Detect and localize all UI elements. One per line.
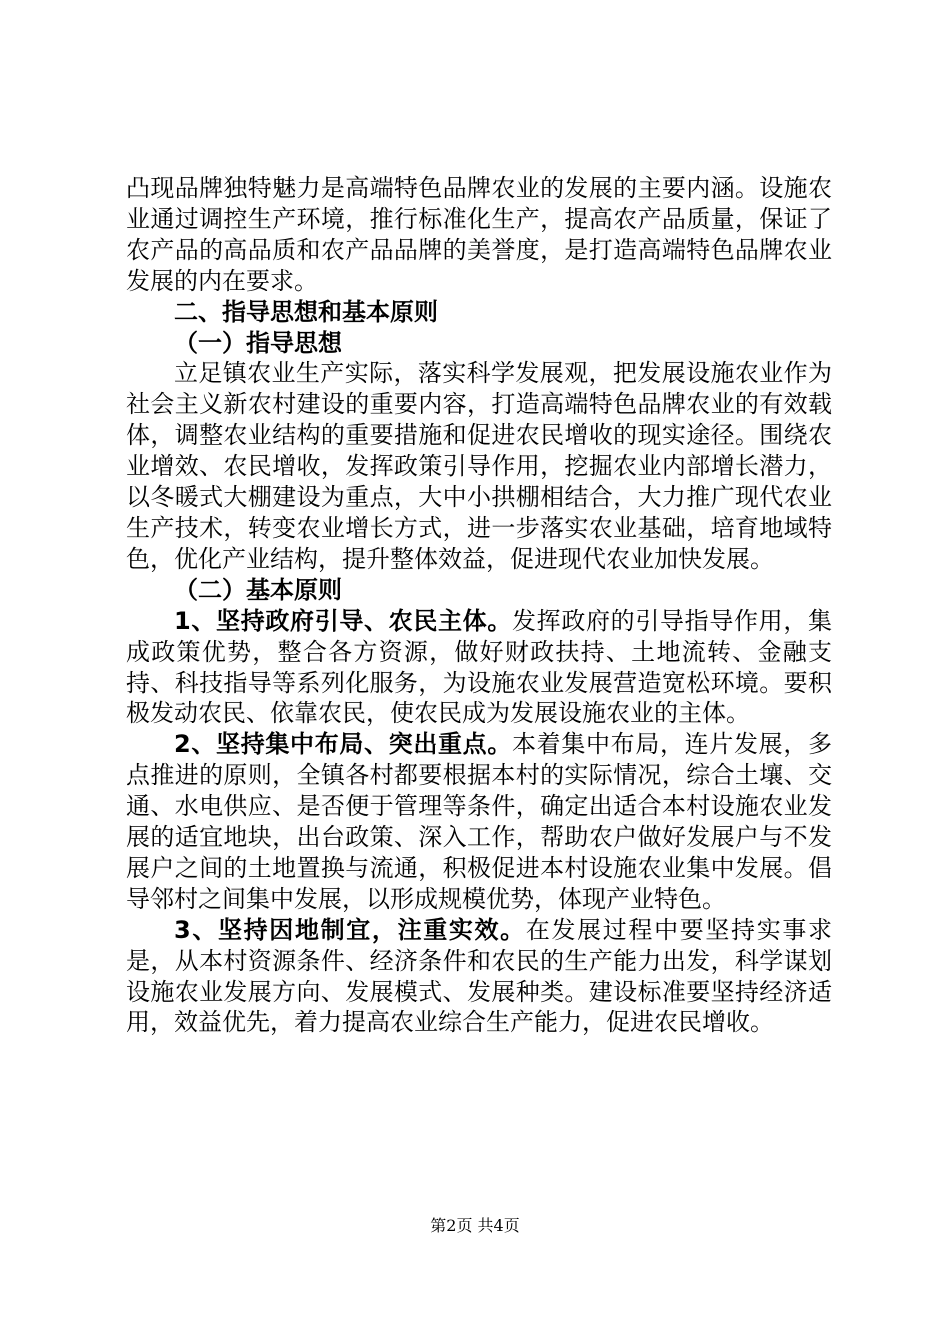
principle-item-1	[126, 606, 832, 730]
principle-lead-2: 2、坚持集中布局、突出重点。	[174, 730, 513, 759]
page-footer: 第2页 共4页	[430, 1216, 520, 1235]
subsection-heading-basic-principles: （二）基本原则	[174, 575, 342, 604]
principle-item-2	[126, 729, 832, 914]
principle-body-1: 发挥政府的引导指导作用，集成政策优势，整合各方资源，做好财政扶持、土地流转、金融支持、科技指导等系列化服务，为设施农业发展营造宽松环境。要积极发动农民、依靠农民，使农民成为发展设施农业的主体。	[126, 606, 832, 728]
principle-item-3	[126, 915, 832, 1039]
document-body	[126, 173, 832, 1038]
paragraph-guiding-thought: 立足镇农业生产实际，落实科学发展观，把发展设施农业作为社会主义新农村建设的重要内容，打造高端特色品牌农业的有效载体，调整农业结构的重要措施和促进农民增收的现实途径。围绕农业增效、农民增收，发挥政策引导作用，挖掘农业内部增长潜力，以冬暖式大棚建设为重点，大中小拱棚相结合，大力推广现代农业生产技术，转变农业增长方式，进一步落实农业基础，培育地域特色，优化产业结构，提升整体效益，促进现代农业加快发展。	[126, 359, 832, 573]
principle-lead-3: 3、坚持因地制宜，注重实效。	[174, 915, 526, 944]
section-heading-2: 二、指导思想和基本原则	[174, 297, 438, 326]
principle-lead-1: 1、坚持政府引导、农民主体。	[174, 606, 513, 635]
subsection-heading-guiding-thought: （一）指导思想	[174, 328, 342, 357]
paragraph-intro: 凸现品牌独特魅力是高端特色品牌农业的发展的主要内涵。设施农业通过调控生产环境，推行标准化生产，提高农产品质量，保证了农产品的高品质和农产品品牌的美誉度，是打造高端特色品牌农业发展的内在要求。	[126, 174, 832, 295]
principle-body-2: 本着集中布局，连片发展，多点推进的原则，全镇各村都要根据本村的实际情况，综合土壤、交通、水电供应、是否便于管理等条件，确定出适合本村设施农业发展的适宜地块，出台政策、深入工作，帮助农户做好发展户与不发展户之间的土地置换与流通，积极促进本村设施农业集中发展。倡导邻村之间集中发展，以形成规模优势，体现产业特色。	[126, 730, 832, 913]
principle-body-3: 在发展过程中要坚持实事求是，从本村资源条件、经济条件和农民的生产能力出发，科学谋划设施农业发展方向、发展模式、发展种类。建设标准要坚持经济适用，效益优先，着力提高农业综合生产能力，促进农民增收。	[126, 915, 832, 1037]
